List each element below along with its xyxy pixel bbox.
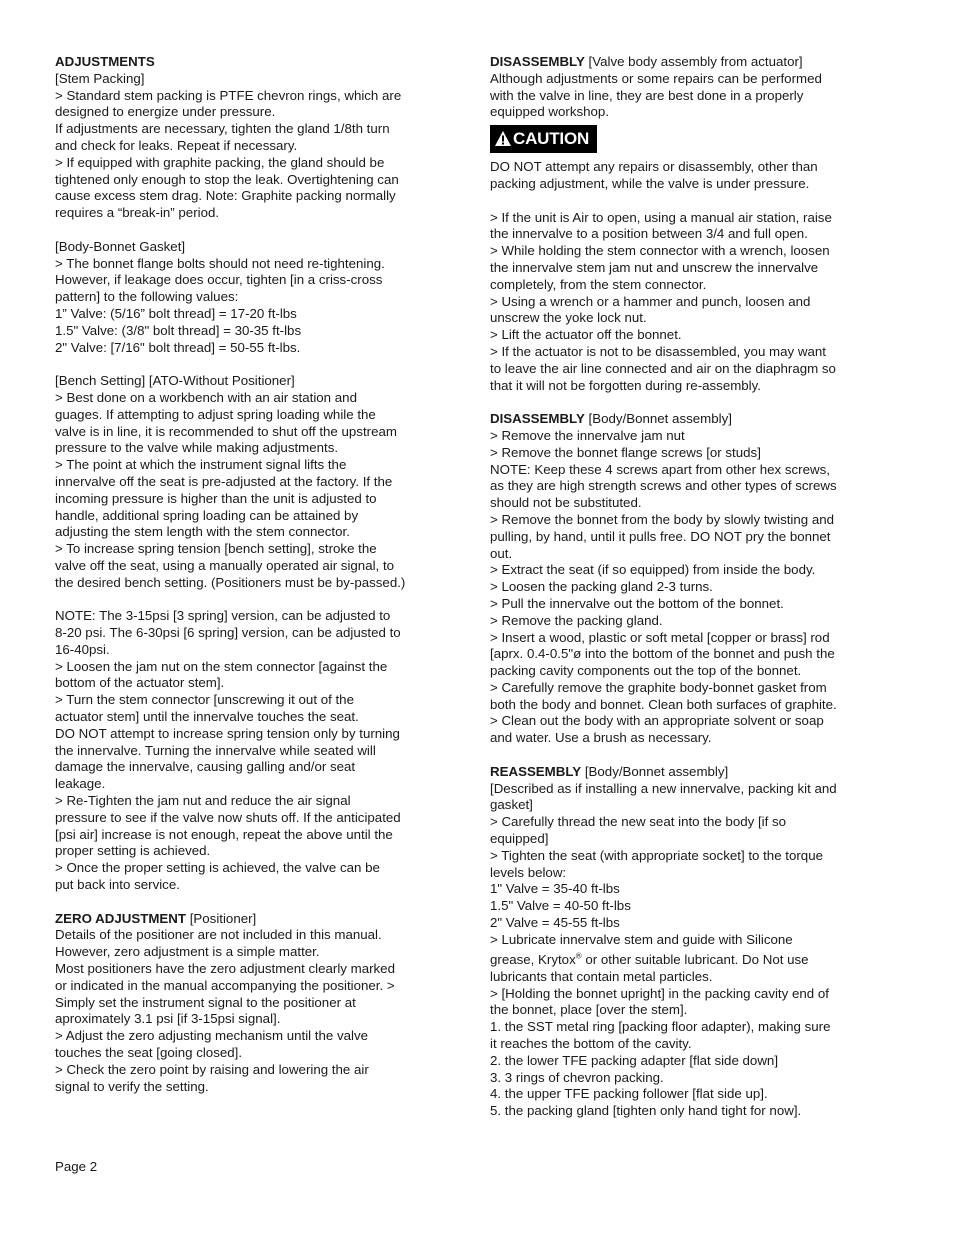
line-text: > Once the proper setting is achieved, the valve can be [55, 860, 380, 876]
line-text: > Insert a wood, plastic or soft metal [copper or brass] rod [490, 629, 830, 645]
text-line [55, 239, 440, 256]
line-text: pulling, by hand, until it pulls free. DO NOT pry the bonnet [490, 528, 831, 544]
line-text: Simply set the instrument signal to the positioner at [55, 994, 356, 1010]
line-text: > Remove the innervalve jam nut [490, 427, 685, 443]
line-text: tightened only enough to stop the leak. Overtightening can [55, 171, 399, 187]
line-text: and check for leaks. Repeat if necessary. [55, 137, 298, 153]
text-line [55, 625, 440, 642]
text-line [490, 613, 875, 630]
text-line [490, 344, 875, 361]
line-text: the innervalve. Turning the innervalve while seated will [55, 742, 376, 758]
line-text: levels below: [490, 864, 567, 880]
line-text: However, if leakage does occur, tighten [in a criss-cross [55, 272, 383, 288]
text-line [490, 260, 875, 277]
line-text: Although adjustments or some repairs can be performed [490, 70, 822, 86]
line-text: [Body-Bonnet Gasket] [55, 238, 186, 254]
line-text: packing adjustment, while the valve is under pressure. [490, 175, 810, 191]
line-text: > Using a wrench or a hammer and punch, loosen and [490, 293, 811, 309]
line-text: to leave the air line connected and air on the diaphragm so [490, 360, 836, 376]
line-text: 3. 3 rings of chevron packing. [490, 1069, 664, 1085]
line-text: [Positioner] [186, 910, 257, 926]
text-line [490, 730, 875, 747]
line-text: Most positioners have the zero adjustment clearly marked [55, 961, 395, 977]
text-line [490, 277, 875, 294]
text-line [490, 243, 875, 260]
text-line [55, 759, 440, 776]
text-line [55, 205, 440, 222]
text-line [490, 310, 875, 327]
line-text: requires a “break-in” period. [55, 205, 220, 221]
line-text: the desired bench setting. (Positioners must be by-passed.) [55, 574, 406, 590]
text-line [490, 327, 875, 344]
text-line [55, 810, 440, 827]
text-line [490, 1070, 875, 1087]
text-line [490, 986, 875, 1003]
text-line [55, 927, 440, 944]
line-text: grease, Krytox® or other suitable lubricant. Do Not use [490, 951, 809, 968]
line-text: it reaches the bottom of the cavity. [490, 1036, 692, 1052]
text-line [55, 457, 440, 474]
text-line [55, 474, 440, 491]
line-text: proper setting is achieved. [55, 843, 211, 859]
text-line [490, 881, 875, 898]
line-text: pressure to see if the valve now shuts off. If the anticipated [55, 809, 401, 825]
text-line [490, 361, 875, 378]
text-line [490, 445, 875, 462]
right-column [490, 54, 875, 1120]
line-text: handle, additional spring loading can be attained by [55, 507, 359, 523]
line-text: pressure to the valve while making adjustments. [55, 440, 339, 456]
line-text: > Turn the stem connector [unscrewing it out of the [55, 692, 354, 708]
line-text: equipped] [490, 831, 549, 847]
text-line [55, 675, 440, 692]
line-text: > While holding the stem connector with a wrench, loosen [490, 243, 830, 259]
text-line [490, 562, 875, 579]
text-line [55, 340, 440, 357]
text-line [55, 440, 440, 457]
line-text: > The bonnet flange bolts should not need re-tightening. [55, 255, 385, 271]
line-text: signal to verify the setting. [55, 1078, 209, 1094]
line-text: > Loosen the packing gland 2-3 turns. [490, 579, 713, 595]
line-text: unscrew the yoke lock nut. [490, 310, 647, 326]
line-text: > Check the zero point by raising and lowering the air [55, 1061, 369, 1077]
text-line [55, 642, 440, 659]
text-line [55, 424, 440, 441]
line-text: [Body/Bonnet assembly] [584, 411, 732, 427]
text-line [490, 713, 875, 730]
text-line [55, 1062, 440, 1079]
line-text: gasket] [490, 797, 533, 813]
text-line [490, 88, 875, 105]
text-line [55, 978, 440, 995]
line-text: as they are high strength screws and other types of screws [490, 478, 837, 494]
heading-text: ADJUSTMENTS [55, 54, 155, 69]
text-line [490, 663, 875, 680]
text-line [55, 407, 440, 424]
line-text: > Carefully thread the new seat into the body [if so [490, 814, 787, 830]
text-line [490, 781, 875, 798]
heading-text: DISASSEMBLY [490, 411, 585, 427]
line-text: 16-40psi. [55, 641, 110, 657]
text-line [490, 546, 875, 563]
line-text: equipped workshop. [490, 104, 610, 120]
text-line [490, 1086, 875, 1103]
line-text: [aprx. 0.4-0.5"ø into the bottom of the bonnet and push the [490, 646, 835, 662]
line-text: > Remove the bonnet flange screws [or studs] [490, 444, 761, 460]
line-text: the innervalve stem jam nut and unscrew the innervalve [490, 259, 819, 275]
line-text: [Described as if installing a new innervalve, packing kit and [490, 780, 837, 796]
line-text: 1. the SST metal ring [packing floor adapter), making sure [490, 1019, 831, 1035]
heading-text: DISASSEMBLY [490, 54, 585, 69]
line-text: DO NOT attempt any repairs or disassembly, other than [490, 159, 818, 175]
text-line [490, 176, 875, 193]
line-text: the innervalve to a position between 3/4 and full open. [490, 226, 808, 242]
warning-icon [495, 131, 511, 146]
text-line [55, 827, 440, 844]
line-text: 1.5" Valve = 40-50 ft-lbs [490, 898, 631, 914]
text-line [490, 1002, 875, 1019]
line-text: [Stem Packing] [55, 70, 145, 86]
text-line [490, 932, 875, 949]
line-text: > Best done on a workbench with an air station and [55, 389, 357, 405]
paragraph-spacer [490, 193, 875, 210]
line-text: touches the seat [going closed]. [55, 1045, 243, 1061]
text-line [490, 478, 875, 495]
text-line [55, 692, 440, 709]
text-line [55, 104, 440, 121]
text-line [55, 323, 440, 340]
line-text: that it will not be forgotten during re-assembly. [490, 377, 761, 393]
line-text: valve off the seat, using a manually operated air signal, to [55, 557, 395, 573]
text-line [490, 512, 875, 529]
line-text: If adjustments are necessary, tighten the gland 1/8th turn [55, 121, 390, 137]
text-line [55, 155, 440, 172]
text-line [490, 596, 875, 613]
line-text: > The point at which the instrument signal lifts the [55, 457, 347, 473]
text-line [490, 646, 875, 663]
paragraph-spacer [55, 222, 440, 239]
text-line [490, 680, 875, 697]
line-text: > Adjust the zero adjusting mechanism until the valve [55, 1028, 369, 1044]
line-text: > [Holding the bonnet upright] in the packing cavity end of [490, 985, 829, 1001]
text-line [490, 579, 875, 596]
line-text: > Remove the bonnet from the body by slowly twisting and [490, 511, 835, 527]
line-text: out. [490, 545, 513, 561]
line-text: actuator stem] until the innervalve touches the seat. [55, 709, 359, 725]
section-heading [55, 911, 440, 928]
line-text: > Carefully remove the graphite body-bonnet gasket from [490, 679, 827, 695]
text-line [490, 104, 875, 121]
line-text: [psi air] increase is not enough, repeat the above until the [55, 826, 393, 842]
line-text: cause excess stem drag. Note: Graphite packing normally [55, 188, 396, 204]
line-text: guages. If attempting to adjust spring loading while the [55, 406, 376, 422]
left-column [55, 54, 440, 1095]
line-text: > Tighten the seat (with appropriate socket] to the torque [490, 847, 823, 863]
text-line [490, 159, 875, 176]
text-line [55, 608, 440, 625]
text-line [490, 915, 875, 932]
paragraph-spacer [55, 356, 440, 373]
line-text: > Lubricate innervalve stem and guide with Silicone [490, 931, 793, 947]
text-line [55, 289, 440, 306]
line-text: incoming pressure is higher than the unit is adjusted to [55, 490, 377, 506]
line-text: valve is in line, it is recommended to shut off the upstream [55, 423, 397, 439]
text-line [490, 949, 875, 969]
text-line [55, 256, 440, 273]
line-text: DO NOT attempt to increase spring tension only by turning [55, 725, 400, 741]
text-line [55, 88, 440, 105]
line-text: > Re-Tighten the jam nut and reduce the air signal [55, 793, 351, 809]
line-text: > If the unit is Air to open, using a manual air station, raise [490, 209, 832, 225]
line-text: pattern] to the following values: [55, 289, 239, 305]
line-text: However, zero adjustment is a simple matter. [55, 944, 320, 960]
text-line [55, 121, 440, 138]
text-line [490, 1053, 875, 1070]
line-text: > Standard stem packing is PTFE chevron rings, which are [55, 87, 402, 103]
text-line [55, 961, 440, 978]
line-text: 8-20 psi. The 6-30psi [6 spring] version, can be adjusted to [55, 625, 401, 641]
line-text: > If the actuator is not to be disassembled, you may want [490, 343, 826, 359]
text-line [490, 1036, 875, 1053]
line-text: [Bench Setting] [ATO-Without Positioner] [55, 373, 295, 389]
text-line [55, 575, 440, 592]
text-line [55, 172, 440, 189]
line-text: > Pull the innervalve out the bottom of the bonnet. [490, 595, 784, 611]
text-line [490, 630, 875, 647]
text-line [490, 831, 875, 848]
text-line [55, 843, 440, 860]
line-text: completely, from the stem connector. [490, 276, 707, 292]
line-text: leakage. [55, 776, 106, 792]
text-line [55, 709, 440, 726]
text-line [55, 188, 440, 205]
paragraph-spacer [55, 592, 440, 609]
section-heading [490, 764, 875, 781]
line-text: damage the innervalve, causing galling and/or seat [55, 759, 356, 775]
page-number: Page 2 [55, 1159, 98, 1174]
text-line [55, 1079, 440, 1096]
line-text: designed to energize under pressure. [55, 104, 276, 120]
line-text: [Body/Bonnet assembly] [581, 763, 729, 779]
text-line [55, 558, 440, 575]
line-text: aproximately 3.1 psi [if 3-15psi signal]. [55, 1011, 281, 1027]
line-text: > Remove the packing gland. [490, 612, 663, 628]
text-line [490, 378, 875, 395]
paragraph-spacer [490, 747, 875, 764]
line-text: 1.5" Valve: (3/8" bolt thread] = 30-35 ft-lbs [55, 322, 302, 338]
line-text: innervalve off the seat is pre-adjusted at the factory. If the [55, 473, 393, 489]
text-line [55, 1011, 440, 1028]
paragraph-spacer [55, 894, 440, 911]
line-text: packing cavity components out the top of the bonnet. [490, 663, 802, 679]
section-heading [490, 54, 875, 71]
text-line [55, 390, 440, 407]
text-line [55, 860, 440, 877]
text-line [55, 1045, 440, 1062]
line-text: 5. the packing gland [tighten only hand tight for now]. [490, 1103, 802, 1119]
text-line [55, 508, 440, 525]
text-line [490, 1103, 875, 1120]
line-text: 2" Valve = 45-55 ft-lbs [490, 915, 620, 931]
paragraph-spacer [490, 394, 875, 411]
line-text: the bonnet, place [over the stem]. [490, 1002, 688, 1018]
text-line [490, 797, 875, 814]
text-line [490, 865, 875, 882]
line-text: both the body and bonnet. Clean both surfaces of graphite. [490, 696, 837, 712]
text-line [490, 529, 875, 546]
line-text: NOTE: Keep these 4 screws apart from other hex screws, [490, 461, 830, 477]
line-text: > Clean out the body with an appropriate solvent or soap [490, 713, 824, 729]
text-line [490, 71, 875, 88]
line-text: [Valve body assembly from actuator] [584, 54, 803, 69]
line-text: > To increase spring tension [bench setting], stroke the [55, 541, 377, 557]
text-line [490, 969, 875, 986]
text-line [55, 272, 440, 289]
line-text: adjusting the stem length with the stem connector. [55, 524, 350, 540]
text-line [55, 138, 440, 155]
caution-banner [490, 121, 875, 159]
text-line [490, 848, 875, 865]
text-line [490, 210, 875, 227]
text-line [55, 726, 440, 743]
text-line [55, 71, 440, 88]
text-line [55, 1028, 440, 1045]
text-line [490, 1019, 875, 1036]
line-text: 2" Valve: [7/16" bolt thread] = 50-55 ft-lbs. [55, 339, 301, 355]
caution-label: CAUTION [513, 129, 590, 149]
line-text: Details of the positioner are not included in this manual. [55, 927, 382, 943]
text-line [55, 995, 440, 1012]
line-text: > Lift the actuator off the bonnet. [490, 327, 682, 343]
text-line [55, 491, 440, 508]
text-line [490, 226, 875, 243]
text-line [490, 814, 875, 831]
text-line [55, 793, 440, 810]
line-text: NOTE: The 3-15psi [3 spring] version, can be adjusted to [55, 608, 391, 624]
text-line [55, 877, 440, 894]
line-text: > Extract the seat (if so equipped) from inside the body. [490, 562, 816, 578]
text-line [55, 944, 440, 961]
line-text: > If equipped with graphite packing, the gland should be [55, 154, 385, 170]
text-line [55, 524, 440, 541]
heading-text: REASSEMBLY [490, 763, 582, 779]
text-line [490, 697, 875, 714]
line-text: put back into service. [55, 877, 180, 893]
text-line [55, 541, 440, 558]
text-line [490, 898, 875, 915]
line-text: or indicated in the manual accompanying the positioner. > [55, 977, 395, 993]
line-text: bottom of the actuator stem]. [55, 675, 225, 691]
line-text: should not be substituted. [490, 495, 642, 511]
line-text: and water. Use a brush as necessary. [490, 730, 712, 746]
section-heading [490, 411, 875, 428]
section-heading [55, 54, 440, 71]
text-line [490, 495, 875, 512]
text-line [55, 306, 440, 323]
heading-text: ZERO ADJUSTMENT [55, 910, 187, 926]
line-text: with the valve in line, they are best done in a properly [490, 87, 804, 103]
line-text: 1” Valve: (5/16” bolt thread] = 17-20 ft-lbs [55, 305, 297, 321]
line-text: > Loosen the jam nut on the stem connector [against the [55, 658, 388, 674]
text-line [490, 294, 875, 311]
line-text: 1" Valve = 35-40 ft-lbs [490, 881, 620, 897]
text-line [55, 373, 440, 390]
line-text: 2. the lower TFE packing adapter [flat side down] [490, 1052, 779, 1068]
line-text: 4. the upper TFE packing follower [flat side up]. [490, 1086, 768, 1102]
text-line [55, 776, 440, 793]
text-line [55, 659, 440, 676]
line-text: lubricants that contain metal particles. [490, 968, 713, 984]
text-line [55, 743, 440, 760]
text-line [490, 428, 875, 445]
text-line [490, 462, 875, 479]
